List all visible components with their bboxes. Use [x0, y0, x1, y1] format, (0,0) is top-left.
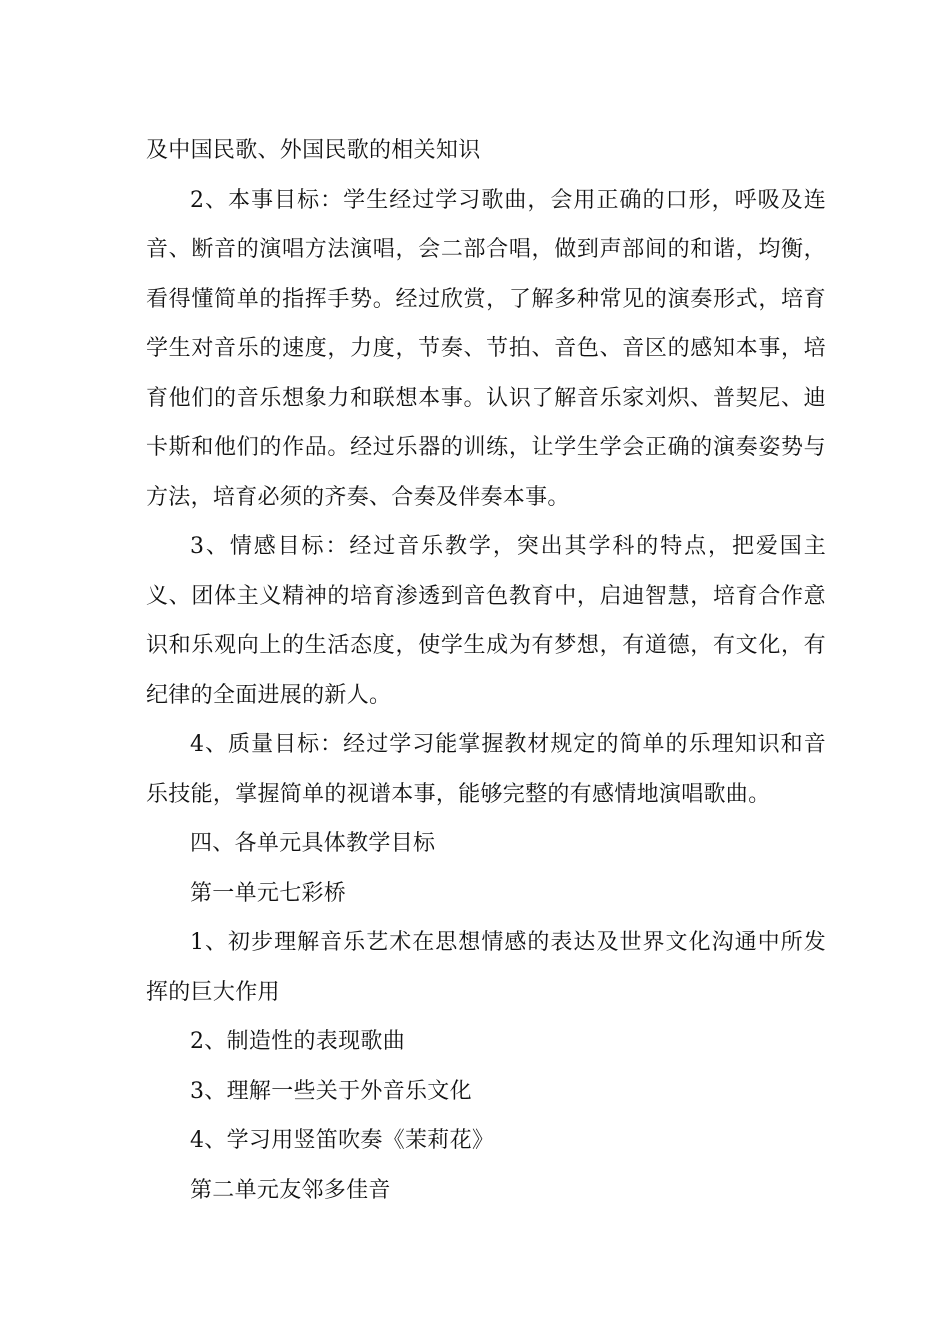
list-item: 3、理解一些关于外音乐文化	[190, 1078, 472, 1104]
list-item: 1、初步理解音乐艺术在思想情感的表达及世界文化沟通中所发挥的巨大作用	[146, 930, 826, 1005]
section-heading: 四、各单元具体教学目标	[190, 831, 436, 856]
list-item: 4、学习用竖笛吹奏《茉莉花》	[190, 1128, 495, 1153]
unit-heading-1: 第一单元七彩桥	[190, 880, 347, 906]
paragraph-quality-goal: 4、质量目标：经过学习能掌握教材规定的简单的乐理知识和音乐技能，掌握简单的视谱本事，能够完整的有感情地演唱歌曲。	[146, 732, 826, 807]
paragraph-skill-goal: 2、本事目标：学生经过学习歌曲，会用正确的口形，呼吸及连音、断音的演唱方法演唱，会二部合唱，做到声部间的和谐，均衡，看得懂简单的指挥手势。经过欣赏，了解多种常见的演奏形式，培育学生对音乐的速度，力度，节奏、节拍、音色、音区的感知本事，培育他们的音乐想象力和联想本事。认识了解音乐家刘炽、普契尼、迪卡斯和他们的作品。经过乐器的训练，让学生学会正确的演奏姿势与方法，培育必须的齐奏、合奏及伴奏本事。	[146, 187, 826, 510]
unit-heading-2: 第二单元友邻多佳音	[190, 1177, 391, 1203]
paragraph-emotion-goal: 3、情感目标：经过音乐教学，突出其学科的特点，把爱国主义、团体主义精神的培育渗透到音色教育中，启迪智慧，培育合作意识和乐观向上的生活态度，使学生成为有梦想，有道德，有文化，有纪律的全面进展的新人。	[146, 534, 826, 708]
document-body	[146, 126, 826, 1215]
list-item: 2、制造性的表现歌曲	[190, 1029, 405, 1054]
paragraph-continuation: 及中国民歌、外国民歌的相关知识	[146, 138, 481, 163]
